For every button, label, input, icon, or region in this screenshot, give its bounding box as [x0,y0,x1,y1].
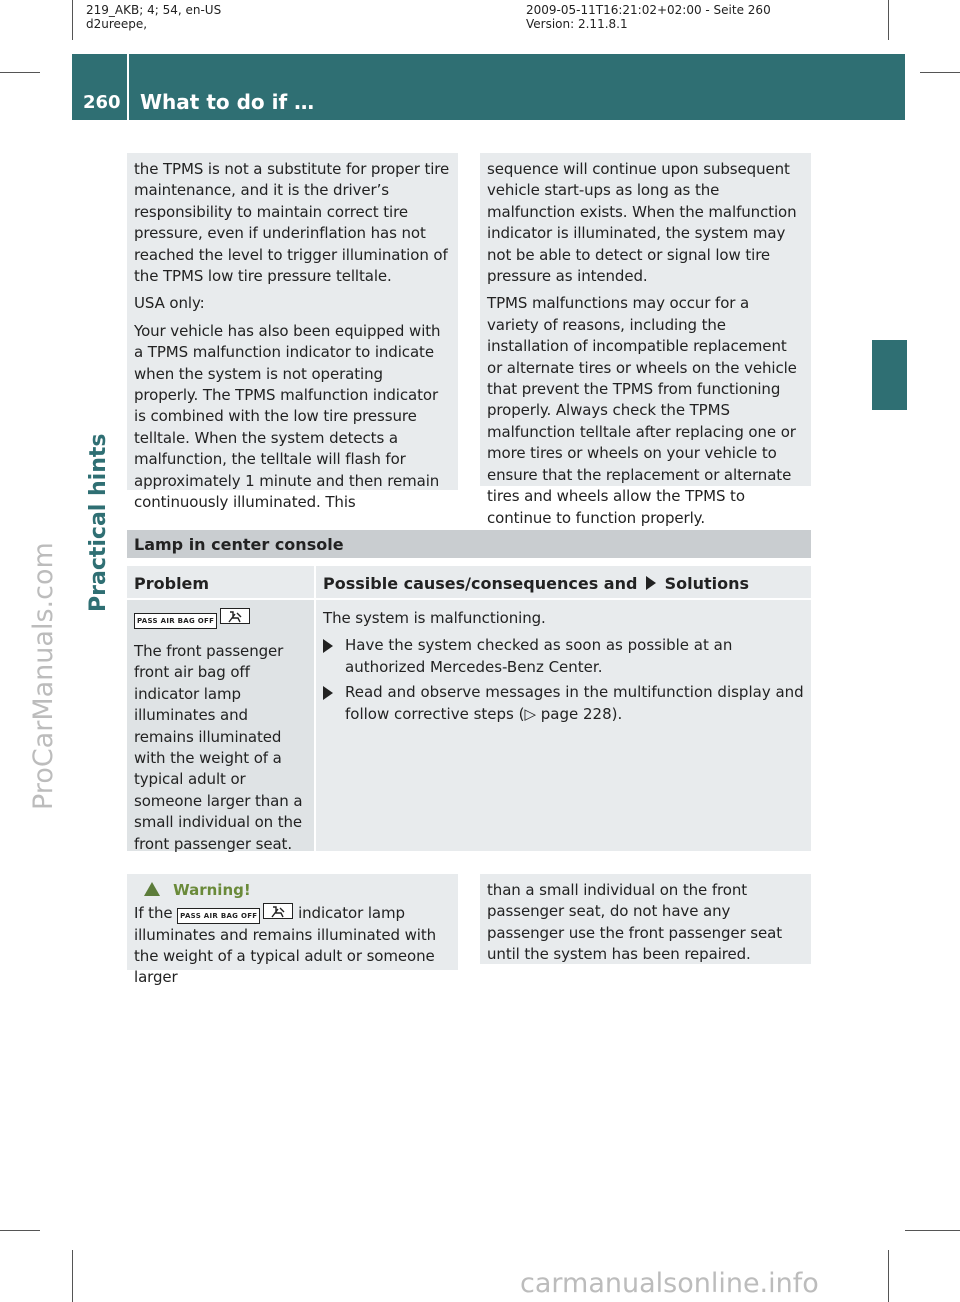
page-number: 260 [83,92,121,113]
arrow-icon [323,639,333,653]
meta-right [526,3,771,31]
warning-text-post: indicator lamp illuminates and remains illuminated with the weight of a typical adult or someone larger [134,904,437,987]
warning-title: Warning! [173,881,251,899]
table-cell-problem [127,600,314,851]
column-header: Problem [134,574,210,593]
crop-mark [0,72,40,73]
seat-airbag-icon [220,608,250,624]
header-separator [127,54,129,120]
column-header-suffix: Solutions [664,574,750,593]
crop-mark [888,1250,889,1302]
side-tab-label: Practical hints [86,433,111,612]
crop-mark [72,1250,73,1302]
seat-airbag-icon [263,903,293,919]
meta-left-line2: d2ureepe, [86,17,148,31]
side-tab-block [872,340,907,410]
airbag-off-lamp-icon [134,608,250,629]
arrow-icon [646,576,656,590]
meta-left-line1: 219_AKB; 4; 54, en-US [86,3,222,17]
crop-mark [72,0,73,40]
side-watermark: ProCarManuals.com [28,542,59,810]
warning-box [127,874,458,987]
airbag-off-lamp-icon [177,903,293,924]
section-heading [127,530,811,558]
footer-watermark: carmanualsonline.info [520,1268,819,1299]
crop-mark [905,1230,960,1231]
pass-airbag-off-label: PASS AIR BAG OFF [177,908,260,924]
list-item [323,682,804,725]
tpms-text-left [127,153,458,512]
paragraph: USA only: [134,294,205,313]
table-cell-solutions [316,600,811,851]
table-header-problem [127,566,314,598]
page-title: What to do if … [140,90,315,114]
warning-icon [144,882,160,896]
crop-mark [888,0,889,40]
problem-text: The front passenger front air bag off indicator lamp illuminates and remains illuminated with the weight of a typical adult or someone larger than a small individual on the front passenger seat. [134,642,303,853]
meta-right-line1: 2009-05-11T16:21:02+02:00 - Seite 260 [526,3,771,17]
tpms-text-right [480,153,811,527]
meta-left [86,3,221,31]
warning-box-continued [480,874,811,964]
column-header-prefix: Possible causes/consequences and [323,574,638,593]
arrow-icon [323,686,333,700]
crop-mark [0,1230,40,1231]
paragraph: TPMS malfunctions may occur for a variety of reasons, including the installation of incompatible replacement or alternate tires or wheels on the vehicle that prevent the TPMS from functioning properly. Always check the TPMS malfunction telltale after replacing one or more tires or wheels on your vehicle to ensure that the replacement or alternate tires and wheels allow the TPMS to continue to function properly. [487,294,797,527]
paragraph: sequence will continue upon subsequent vehicle start-ups as long as the malfunction exists. When the malfunction indicator is illuminated, the system may not be able to detect or signal low tire pressure as intended. [487,160,797,286]
list-item [323,635,804,678]
section-title: Lamp in center console [134,535,344,554]
paragraph: Your vehicle has also been equipped with a TPMS malfunction indicator to indicate when the system is not operating properly. The TPMS malfunction indicator is combined with the low tire pressure telltale. When the system detects a malfunction, the telltale will flash for approximately 1 minute and then remain continuously illuminated. This [134,321,441,512]
paragraph: the TPMS is not a substitute for proper tire maintenance, and it is the driver’s responsibility to maintain correct tire pressure, even if underinflation has not reached the level to trigger illumination of the TPMS low tire pressure telltale. [134,160,450,286]
table-header-solutions [316,566,811,598]
warning-text-pre: If the [134,904,173,923]
warning-text [134,903,451,989]
cause-text: The system is malfunctioning. [323,609,546,627]
warning-text-continued: than a small individual on the front passenger seat, do not have any passenger use the front passenger seat until the system has been repaired. [487,881,782,964]
crop-mark [920,72,960,73]
pass-airbag-off-label: PASS AIR BAG OFF [134,613,217,629]
meta-right-line2: Version: 2.11.8.1 [526,17,628,31]
bullet-text: Have the system checked as soon as possible at an authorized Mercedes-Benz Center. [345,636,733,676]
column-header [323,574,749,593]
bullet-text: Read and observe messages in the multifunction display and follow corrective steps (▷ page 228). [345,683,804,723]
